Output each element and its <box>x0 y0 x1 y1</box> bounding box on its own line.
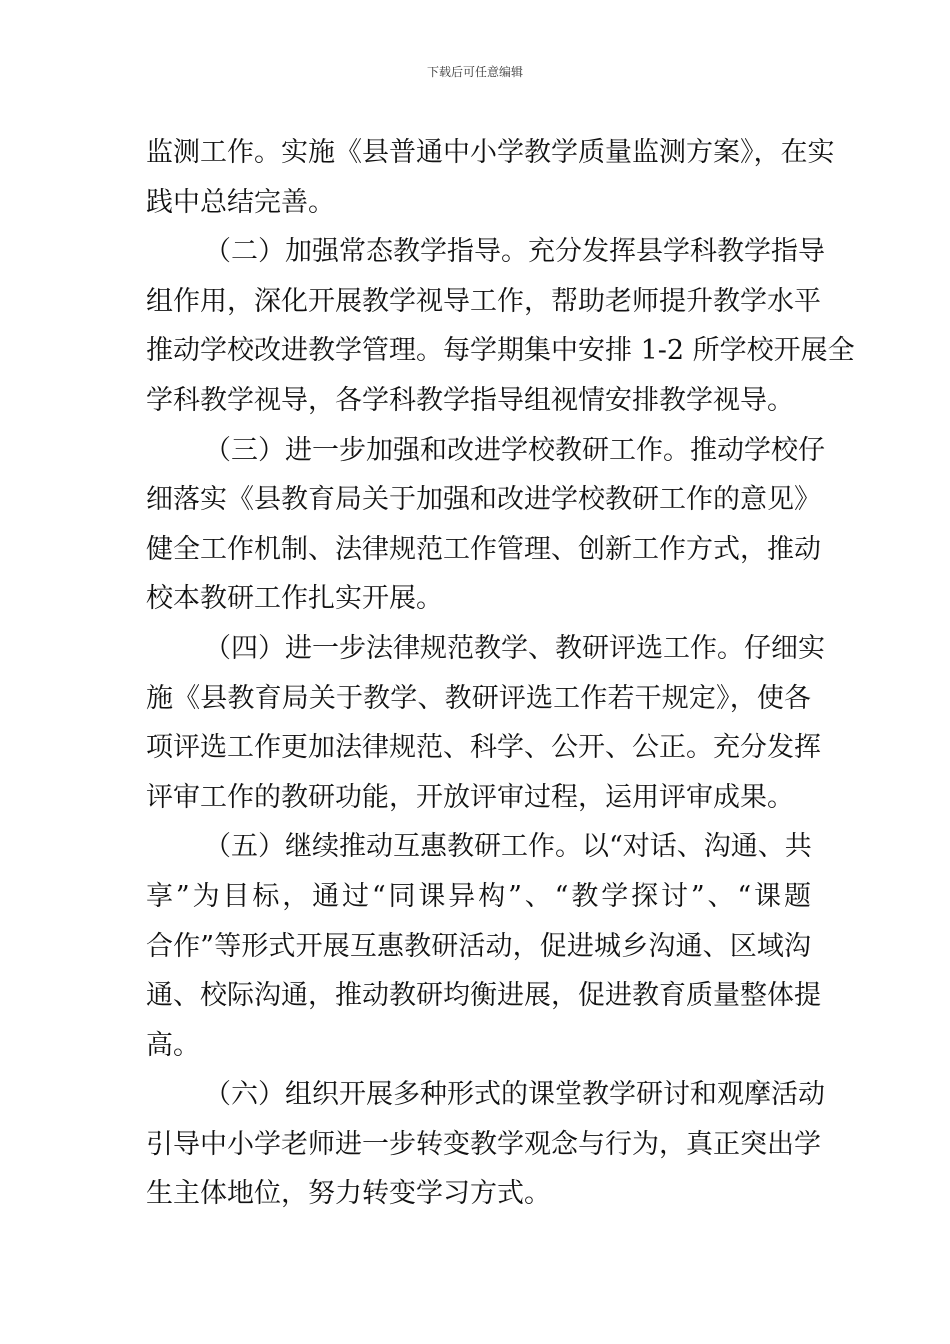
paragraph-mutual-research <box>146 822 821 1070</box>
text-line: 细落实《县教育局关于加强和改进学校教研工作的意见》 <box>146 484 821 516</box>
paragraph-classroom-observation <box>146 1070 825 1219</box>
paragraph-monitoring <box>146 128 835 227</box>
text-line: 健全工作机制、法律规范工作管理、创新工作方式，推动 <box>146 533 821 565</box>
text-line: 引导中小学老师进一步转变教学观念与行为，真正突出学 <box>146 1128 821 1160</box>
text-line: 项评选工作更加法律规范、科学、公开、公正。充分发挥 <box>146 732 821 764</box>
text-line: 施《县教育局关于教学、教研评选工作若干规定》，使各 <box>146 682 811 714</box>
paragraph-evaluation-regulation <box>146 624 825 822</box>
text-line: （三）进一步加强和改进学校教研工作。推动学校仔 <box>204 434 825 466</box>
text-line: （五）继续推动互惠教研工作。以“对话、沟通、共 <box>204 831 812 863</box>
text-line: （四）进一步法律规范教学、教研评选工作。仔细实 <box>204 632 825 664</box>
text-line: 校本教研工作扎实开展。 <box>146 583 443 615</box>
text-line: 践中总结完善。 <box>146 186 335 218</box>
paragraph-school-research <box>146 426 825 624</box>
text-line: 享”为目标，通过“同课异构”、“教学探讨”、“课题 <box>146 880 811 912</box>
text-line: 通、校际沟通，推动教研均衡进展，促进教育质量整体提 <box>146 980 821 1012</box>
document-body <box>146 128 855 1219</box>
paragraph-strengthen-teaching-guidance <box>146 227 855 425</box>
text-line: 推动学校改进教学管理。每学期集中安排 1-2 所学校开展全 <box>146 335 855 367</box>
text-line: 组作用，深化开展教学视导工作，帮助老师提升教学水平 <box>146 285 821 317</box>
text-line: （二）加强常态教学指导。充分发挥县学科教学指导 <box>204 236 825 268</box>
text-line: 生主体地位，努力转变学习方式。 <box>146 1178 551 1210</box>
page-header: 下载后可任意编辑 <box>426 65 523 79</box>
text-line: 评审工作的教研功能，开放评审过程，运用评审成果。 <box>146 781 794 813</box>
text-line: （六）组织开展多种形式的课堂教学研讨和观摩活动 <box>204 1079 825 1111</box>
text-line: 高。 <box>146 1029 200 1061</box>
text-line: 监测工作。实施《县普通中小学教学质量监测方案》，在实 <box>146 137 835 168</box>
text-line: 学科教学视导，各学科教学指导组视情安排教学视导。 <box>146 384 794 416</box>
text-line: 合作”等形式开展互惠教研活动，促进城乡沟通、区域沟 <box>146 930 811 962</box>
